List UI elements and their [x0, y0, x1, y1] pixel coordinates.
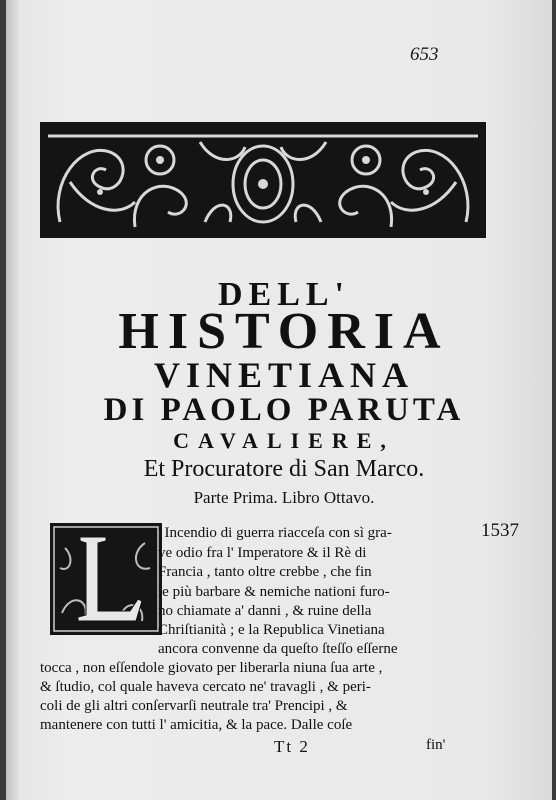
title-line-2: HISTORIA [118, 303, 450, 360]
body-line-11: mantenere con tutti l' amicitia, & la pace. Dalle coſe [40, 717, 353, 733]
catchword: fin' [426, 737, 446, 753]
body-line-5: no chiamate a' danni , & ruine della [158, 603, 372, 619]
title-line-5: CAVALIERE, [173, 428, 395, 453]
book-page [6, 0, 552, 800]
title-line-1: DELL' [217, 276, 351, 313]
body-line-10: coli de gli altri conſervarſi neutrale tra' Prencipi , & [40, 698, 348, 714]
body-line-8: tocca , non eſſendole giovato per liberarla niuna ſua arte , [40, 660, 383, 676]
margin-year: 1537 [481, 520, 519, 541]
body-line-1: ' Incendio di guerra riacceſa con sì gra- [158, 525, 392, 541]
decorated-initial-L [50, 523, 162, 635]
body-line-2: ve odio fra l' Imperatore & il Rè di [158, 545, 367, 561]
body-line-7: ancora convenne da queſto ſteſſo eſſerne [158, 641, 398, 657]
page-number: 653 [410, 44, 439, 65]
body-line-3: Francia , tanto oltre crebbe , che fin [158, 564, 372, 580]
body-line-4: le più barbare & nemiche nationi furo- [158, 584, 390, 600]
title-line-4: DI PAOLO PARUTA [103, 392, 465, 428]
bleed-through-text [46, 40, 516, 66]
body-line-6: Chriſtianità ; e la Republica Vinetiana [158, 622, 385, 638]
title-line-6: Et Procuratore di San Marco. [143, 456, 425, 482]
part-book-line: Parte Prima. Libro Ottavo. [193, 488, 375, 507]
decorative-headpiece [40, 122, 486, 238]
title-line-3: VINETIANA [153, 355, 415, 395]
signature-mark: Tt 2 [274, 737, 310, 756]
body-line-9: & ſtudio, col quale haveva cercato ne' travagli , & peri- [40, 679, 371, 695]
